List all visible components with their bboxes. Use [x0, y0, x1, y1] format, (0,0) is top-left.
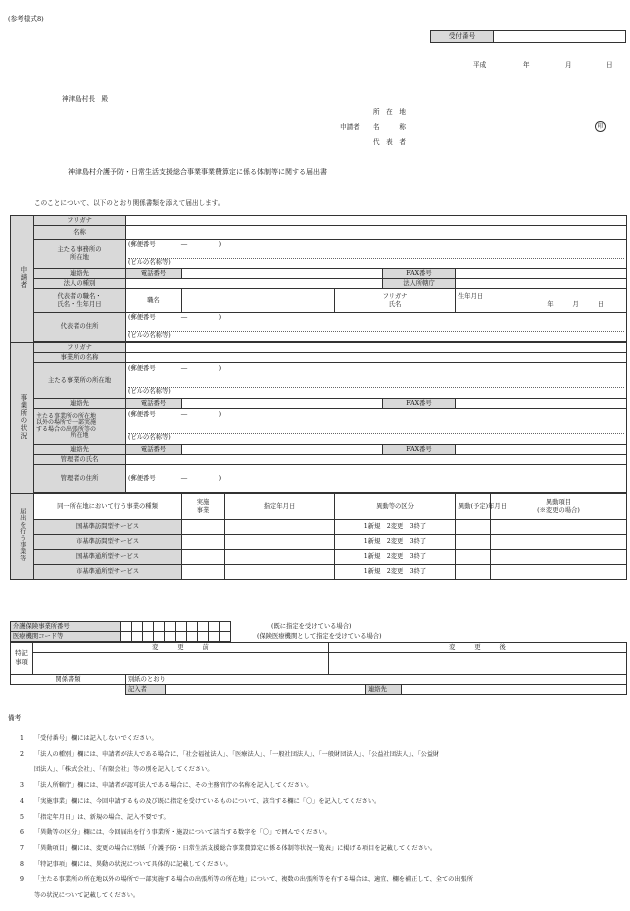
service-change-item[interactable]	[491, 535, 627, 550]
service-change-kind[interactable]: 1新規 2変更 3終了	[335, 535, 456, 550]
digit-box[interactable]	[220, 622, 231, 632]
note-item: 9 「主たる事業所の所在地以外の場所で一部実施する場合の出張所等の所在地」について、複数の出張所等を有する場合は、適宜、欄を補正して、全ての出張所	[20, 876, 473, 884]
manager-name-label: 管理者の氏名	[34, 455, 126, 465]
contact-label: 連絡先	[34, 269, 126, 279]
rep-name-cell[interactable]: フリガナ 氏名	[335, 289, 456, 313]
manager-address-label: 管理者の住所	[34, 465, 126, 493]
change-kind-header: 異動等の区分	[335, 494, 456, 520]
note-item: 等の状況について記載してください。	[34, 892, 140, 900]
corp-type-field[interactable]	[126, 279, 383, 289]
before-header: 変 更 前	[33, 643, 329, 653]
service-change-item[interactable]	[491, 520, 627, 535]
service-row-name: 市基準訪問型サービス	[34, 535, 182, 550]
digit-box[interactable]	[187, 632, 198, 642]
manager-name-field[interactable]	[126, 455, 627, 465]
digit-box[interactable]	[220, 632, 231, 642]
service-change-date[interactable]	[456, 535, 491, 550]
digit-box[interactable]	[198, 622, 209, 632]
date-year: 年	[523, 61, 530, 69]
name-field[interactable]	[126, 226, 627, 240]
fax-field[interactable]	[456, 269, 627, 279]
digit-box[interactable]	[187, 622, 198, 632]
after-header: 変 更 後	[329, 643, 627, 653]
addressee: 神津島村長 殿	[62, 95, 109, 103]
insurer-no-label: 介護保険事業所番号	[11, 622, 121, 632]
date-day: 日	[606, 61, 613, 69]
branch-tel-field[interactable]	[182, 445, 383, 455]
receipt-box	[430, 30, 626, 43]
facility-fax-field[interactable]	[456, 399, 627, 409]
service-change-date[interactable]	[456, 550, 491, 565]
applicant-label: 申請者	[340, 123, 360, 131]
note-item: 団法人」、「株式会社」、「有限会社」等の別を記入してください。	[34, 766, 214, 774]
notes-heading: 備考	[8, 714, 22, 722]
writer-contact-label: 連絡先	[366, 685, 402, 695]
rep-address-field[interactable]: (郵便番号 ― ) (ビルの名称等)	[126, 313, 627, 342]
service-change-kind[interactable]: 1新規 2変更 3終了	[335, 550, 456, 565]
digit-box[interactable]	[154, 632, 165, 642]
service-date-cell[interactable]	[225, 565, 335, 580]
digit-box[interactable]	[165, 632, 176, 642]
documents-table	[10, 674, 627, 695]
related-docs-label: 関係書類	[11, 675, 126, 685]
service-impl-cell[interactable]	[182, 550, 225, 565]
designated-date-header: 指定年月日	[225, 494, 335, 520]
seal-mark: 印	[595, 121, 606, 132]
applicant-rep-label: 代 表 者	[373, 138, 406, 146]
fax-label: FAX番号	[383, 269, 456, 279]
note-item: 5 「指定年月日」は、新規の場合、記入不要です。	[20, 813, 170, 821]
special-notes-table	[10, 642, 627, 675]
writer-label: 記入者	[126, 685, 166, 695]
date-month: 月	[565, 61, 572, 69]
change-item-header: 異動項目 (※変更の場合)	[491, 494, 627, 520]
related-docs-value: 別紙のとおり	[126, 675, 627, 685]
implemented-header: 実施 事業	[182, 494, 225, 520]
service-change-item[interactable]	[491, 550, 627, 565]
facility-name-field[interactable]	[126, 353, 627, 363]
tel-field[interactable]	[182, 269, 383, 279]
branch-fax-field[interactable]	[456, 445, 627, 455]
service-date-cell[interactable]	[225, 535, 335, 550]
service-date-cell[interactable]	[225, 550, 335, 565]
digit-box[interactable]	[176, 622, 187, 632]
notes-list	[20, 731, 473, 904]
furigana-field[interactable]	[126, 216, 627, 226]
branch-tel-label: 電話番号	[126, 445, 182, 455]
service-date-cell[interactable]	[225, 520, 335, 535]
facility-side-label: 事業所の状況	[11, 343, 34, 494]
change-date-header: 異動(予定)年月日	[456, 494, 491, 520]
furigana-label: フリガナ	[34, 216, 126, 226]
corp-type-label: 法人の種別	[34, 279, 126, 289]
facility-location-label: 主たる事業所の所在地	[34, 363, 126, 399]
report-side-label: 届出を行う事業等	[11, 494, 34, 580]
facility-name-label: 事業所の名称	[34, 353, 126, 363]
digit-box[interactable]	[143, 622, 154, 632]
note-item: 8 「特記事項」欄には、異動の状況について具体的に記載してください。	[20, 860, 232, 868]
branch-location-label: 主たる事業所の所在地 以外の場所で一部実施 する場合の出張所等の 所在地	[34, 409, 126, 445]
service-row-name: 国基準訪問型サービス	[34, 520, 182, 535]
corp-office-label: 法人所轄庁	[383, 279, 456, 289]
service-change-item[interactable]	[491, 565, 627, 580]
digit-box[interactable]	[143, 632, 154, 642]
special-notes-label: 特記 事項	[11, 643, 33, 675]
date-era: 平成	[473, 61, 487, 69]
service-row-name: 国基準通所型サービス	[34, 550, 182, 565]
note-item: 1 「受付番号」欄には記入しないでください。	[20, 735, 158, 742]
job-field[interactable]	[182, 289, 335, 313]
job-label: 職名	[126, 289, 182, 313]
digit-box[interactable]	[154, 622, 165, 632]
facility-tel-field[interactable]	[182, 399, 383, 409]
receipt-number-field[interactable]	[494, 31, 624, 42]
applicant-side-label: 申請者	[11, 216, 34, 343]
form-number: (参考様式8)	[8, 15, 44, 23]
note-item: 4 「実施事業」欄には、今回申請するもの及び既に指定を受けているものについて、該当する欄に「〇」を記入してください。	[20, 797, 381, 805]
digit-box[interactable]	[121, 632, 132, 642]
applicant-name-label: 名 称	[373, 123, 406, 131]
digit-box[interactable]	[165, 622, 176, 632]
digit-box[interactable]	[209, 622, 220, 632]
service-impl-cell[interactable]	[182, 565, 225, 580]
digit-box[interactable]	[132, 622, 143, 632]
intro-text: このことについて、以下のとおり関係書類を添えて届出します。	[34, 199, 225, 207]
rep-address-label: 代表者の住所	[34, 313, 126, 342]
note-item: 7 「異動項目」欄には、変更の場合に別紙「介護予防・日常生活支援総合事業費算定に係る体制等状況一覧表」に掲げる項目を記載してください。	[20, 844, 437, 852]
notification-form-table	[10, 215, 627, 580]
service-change-kind[interactable]: 1新規 2変更 3終了	[335, 565, 456, 580]
digit-box[interactable]	[132, 632, 143, 642]
branch-location-field[interactable]: (郵便番号 ― ) (ビルの名称等)	[126, 409, 627, 445]
main-office-field[interactable]: (郵便番号 ― ) (ビルの名称等)	[126, 240, 627, 269]
service-change-date[interactable]	[456, 565, 491, 580]
writer-contact-field[interactable]	[402, 685, 627, 695]
document-title: 神津島村介護予防・日常生活支援総合事業事業費算定に係る体制等に関する届出書	[68, 168, 327, 176]
facility-location-field[interactable]: (郵便番号 ― ) (ビルの名称等)	[126, 363, 627, 399]
writer-field[interactable]	[166, 685, 366, 695]
service-row-name: 市基準通所型サービス	[34, 565, 182, 580]
corp-office-field[interactable]	[456, 279, 627, 289]
service-impl-cell[interactable]	[182, 535, 225, 550]
facility-contact-label: 連絡先	[34, 399, 126, 409]
digit-box[interactable]	[121, 622, 132, 632]
service-change-date[interactable]	[456, 520, 491, 535]
facility-furigana-label: フリガナ	[34, 343, 126, 353]
applicant-address-label: 所 在 地	[373, 108, 406, 116]
name-label: 名称	[34, 226, 126, 240]
medical-note: (保険医療機関として指定を受けている場合)	[257, 632, 382, 640]
branch-fax-label: FAX番号	[383, 445, 456, 455]
note-item: 2 「法人の種別」欄には、申請者が法人である場合に、「社会福祉法人」、「医療法人」、「一般社団法人」、「一般財団法人」、「公益社団法人」、「公益財	[20, 750, 440, 758]
facility-fax-label: FAX番号	[383, 399, 456, 409]
main-office-label: 主たる事務所の 所在地	[34, 240, 126, 269]
tel-label: 電話番号	[126, 269, 182, 279]
digit-box[interactable]	[209, 632, 220, 642]
insurer-note: (既に指定を受けている場合)	[271, 622, 352, 630]
medical-code-label: 医療機関コード等	[11, 632, 121, 642]
branch-contact-label: 連絡先	[34, 445, 126, 455]
digit-box[interactable]	[176, 632, 187, 642]
rep-title-label: 代表者の職名・ 氏名・生年月日	[34, 289, 126, 313]
note-item: 6 「異動等の区分」欄には、今回届出を行う事業所・施設について該当する数字を「〇」で囲んでください。	[20, 829, 331, 837]
facility-tel-label: 電話番号	[126, 399, 182, 409]
receipt-label: 受付番号	[431, 31, 494, 42]
before-field[interactable]	[33, 653, 329, 675]
after-field[interactable]	[329, 653, 627, 675]
note-item: 3 「法人所轄庁」欄には、申請者が認可法人である場合に、その主務官庁の名称を記入してください。	[20, 782, 313, 790]
manager-address-field[interactable]: (郵便番号 ― )	[126, 465, 627, 493]
service-change-kind[interactable]: 1新規 2変更 3終了	[335, 520, 456, 535]
service-type-header: 同一所在地において行う事業の種類	[34, 494, 182, 520]
birth-cell[interactable]: 生年月日 年 月 日	[456, 289, 627, 313]
digit-box[interactable]	[198, 632, 209, 642]
facility-furigana-field[interactable]	[126, 343, 627, 353]
service-impl-cell[interactable]	[182, 520, 225, 535]
codes-table	[10, 621, 627, 642]
